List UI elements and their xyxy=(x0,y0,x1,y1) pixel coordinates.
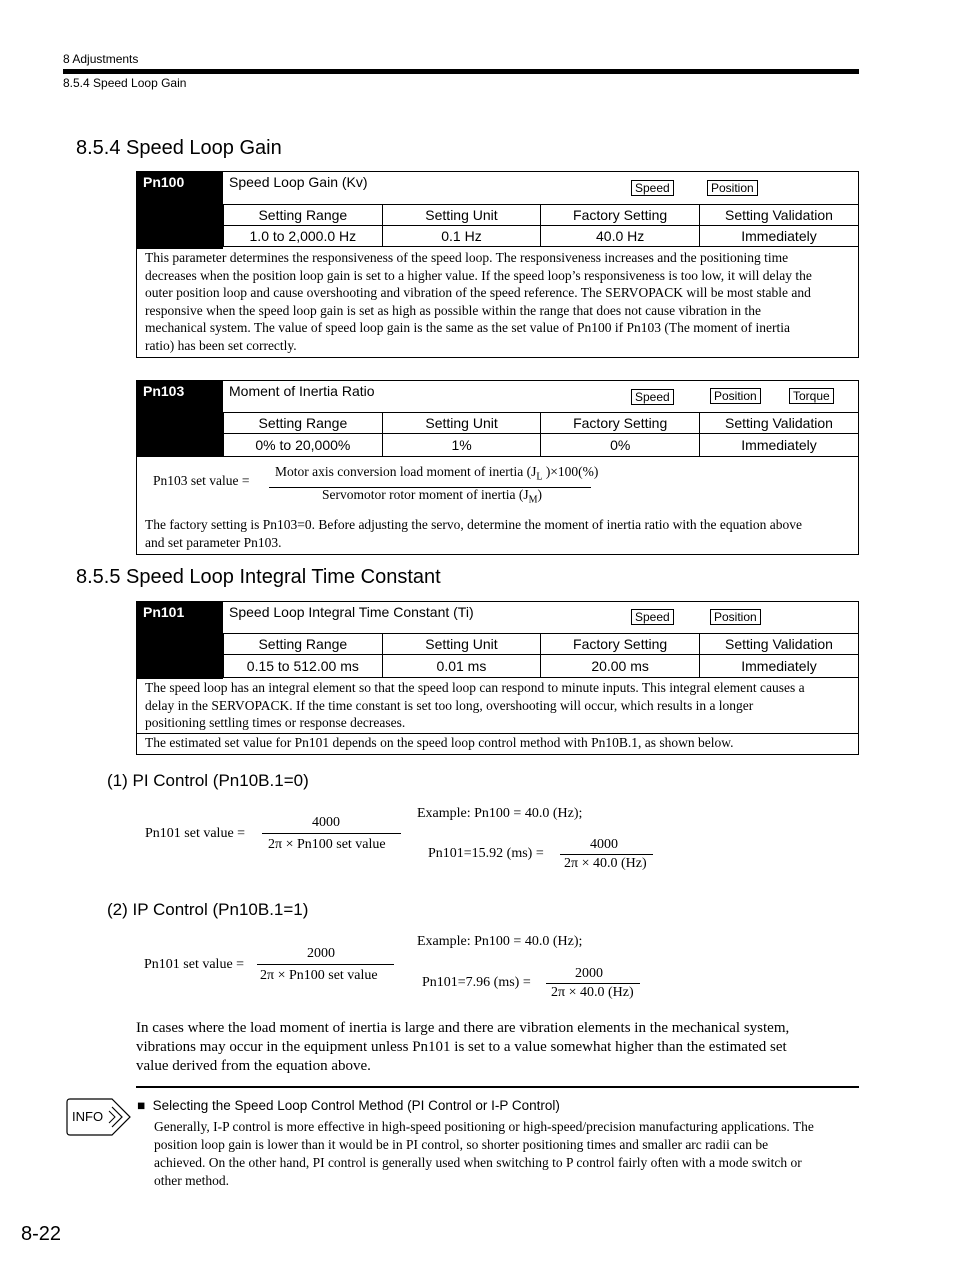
fraction-bar xyxy=(546,983,640,984)
eq-text: )×100(%) xyxy=(542,464,599,479)
cell-validation: Immediately xyxy=(700,434,859,457)
section-title-854: 8.5.4 Speed Loop Gain xyxy=(76,137,282,159)
cell-range: 0% to 20,000% xyxy=(224,434,383,457)
desc-line: positioning settling times or response decreases. xyxy=(145,715,406,731)
param-table xyxy=(223,204,858,247)
param-name: Moment of Inertia Ratio xyxy=(229,383,375,399)
info-title-text: Selecting the Speed Loop Control Method (PI Control or I-P Control) xyxy=(152,1098,560,1113)
desc-line: mechanical system. The value of speed loop gain is the same as the set value of Pn100 if Pn103 (The moment of inertia xyxy=(145,320,790,336)
tag-position: Position xyxy=(710,388,761,404)
info-body xyxy=(154,1118,859,1190)
info-badge xyxy=(66,1098,132,1136)
cell-factory: 40.0 Hz xyxy=(541,226,700,247)
eq-text: ) xyxy=(537,487,542,502)
eq-text: Servomotor rotor moment of inertia (J xyxy=(322,487,529,502)
tag-torque: Torque xyxy=(789,388,834,404)
pi-example-numerator: 4000 xyxy=(590,837,618,852)
pi-eq-numerator: 4000 xyxy=(312,815,340,830)
param-code: Pn100 xyxy=(137,172,223,249)
ip-example-denominator: 2π × 40.0 (Hz) xyxy=(551,985,634,1000)
col-header-factory: Factory Setting xyxy=(541,413,700,434)
tag-speed: Speed xyxy=(631,180,674,196)
section-title-855: 8.5.5 Speed Loop Integral Time Constant xyxy=(76,566,441,588)
info-line: Generally, I-P control is more effective in high-speed positioning or high-speed/precision manufacturing applications. The xyxy=(154,1119,814,1134)
ip-eq-denominator: 2π × Pn100 set value xyxy=(260,968,378,983)
col-header-unit: Setting Unit xyxy=(382,205,541,226)
cell-range: 0.15 to 512.00 ms xyxy=(224,655,383,678)
param-description xyxy=(145,679,850,732)
desc-line: delay in the SERVOPACK. If the time constant is set too long, overshooting will occur, which results in a longer xyxy=(145,697,754,713)
pn103-eq-numerator xyxy=(275,464,598,483)
info-line: achieved. On the other hand, PI control is generally used when switching to P control fairly often with a mode switch or xyxy=(154,1155,802,1170)
param-box-pn101 xyxy=(136,601,859,755)
pn103-eq-label: Pn103 set value = xyxy=(153,473,250,488)
tag-position: Position xyxy=(707,180,758,196)
col-header-unit: Setting Unit xyxy=(382,634,541,655)
cell-factory: 20.00 ms xyxy=(541,655,700,678)
param-code: Pn103 xyxy=(137,381,223,457)
pi-example-denominator: 2π × 40.0 (Hz) xyxy=(564,856,647,871)
param-code: Pn101 xyxy=(137,602,223,679)
cell-validation: Immediately xyxy=(699,226,858,247)
info-line: position loop gain is lower than it would be in PI control, so shorter positioning times and smaller arc radii can be xyxy=(154,1137,769,1152)
paragraph-line: vibrations may occur in the equipment unless Pn101 is set to a value somewhat higher than the estimated set xyxy=(136,1039,787,1055)
param-table xyxy=(223,412,858,457)
tag-speed: Speed xyxy=(631,609,674,625)
col-header-validation: Setting Validation xyxy=(699,205,858,226)
desc-line: ratio) has been set correctly. xyxy=(145,337,297,353)
pi-control-title: (1) PI Control (Pn10B.1=0) xyxy=(107,771,309,790)
param-name: Speed Loop Gain (Kv) xyxy=(229,174,368,190)
eq-subscript: L xyxy=(536,471,543,483)
param-box-pn103 xyxy=(136,380,859,555)
param-description xyxy=(145,516,850,551)
param-description-last: The estimated set value for Pn101 depends on the speed loop control method with Pn10B.1, as shown below. xyxy=(145,735,734,750)
eq-text: Motor axis conversion load moment of inertia (J xyxy=(275,464,537,479)
cell-unit: 0.01 ms xyxy=(382,655,541,678)
desc-line: responsive when the speed loop gain is set as high as possible within the range that does not cause vibration in the xyxy=(145,302,761,318)
cell-factory: 0% xyxy=(541,434,700,457)
ip-example-label: Example: Pn100 = 40.0 (Hz); xyxy=(417,934,583,949)
chapter-header: 8 Adjustments xyxy=(63,52,139,66)
header-rule xyxy=(63,69,859,74)
info-line: other method. xyxy=(154,1173,229,1188)
param-box-pn100 xyxy=(136,171,859,358)
ip-eq-label: Pn101 set value = xyxy=(144,957,245,972)
ip-example-eq-label: Pn101=7.96 (ms) = xyxy=(422,975,531,990)
param-name: Speed Loop Integral Time Constant (Ti) xyxy=(229,604,474,620)
tag-position: Position xyxy=(710,609,761,625)
col-header-range: Setting Range xyxy=(224,205,383,226)
ip-example-numerator: 2000 xyxy=(575,966,603,981)
col-header-range: Setting Range xyxy=(224,634,383,655)
fraction-bar xyxy=(262,833,401,834)
ip-eq-numerator: 2000 xyxy=(307,946,335,961)
fraction-bar xyxy=(257,964,394,965)
col-header-unit: Setting Unit xyxy=(382,413,541,434)
cell-range: 1.0 to 2,000.0 Hz xyxy=(224,226,383,247)
ip-control-title: (2) IP Control (Pn10B.1=1) xyxy=(107,900,309,919)
paragraph-line: value derived from the equation above. xyxy=(136,1058,371,1074)
desc-line: The speed loop has an integral element so that the speed loop can respond to minute inputs. This integral element causes a xyxy=(145,680,805,695)
section-header: 8.5.4 Speed Loop Gain xyxy=(63,76,187,90)
paragraph-line: In cases where the load moment of inertia is large and there are vibration elements in the mechanical system, xyxy=(136,1020,790,1036)
desc-line: decreases when the position loop gain is set to a higher value. If the speed loop’s responsiveness is too low, it will delay the xyxy=(145,267,812,283)
cell-unit: 0.1 Hz xyxy=(382,226,541,247)
param-description xyxy=(145,249,850,355)
tag-speed: Speed xyxy=(631,389,674,405)
desc-line: This parameter determines the responsiveness of the speed loop. The responsiveness increases and the positioning time xyxy=(145,250,789,265)
col-header-validation: Setting Validation xyxy=(699,634,858,655)
fraction-bar xyxy=(560,854,653,855)
bullet-square-icon: ■ xyxy=(137,1098,146,1113)
pi-eq-denominator: 2π × Pn100 set value xyxy=(268,837,386,852)
cell-unit: 1% xyxy=(382,434,541,457)
desc-line: and set parameter Pn103. xyxy=(145,534,282,550)
pi-eq-label: Pn101 set value = xyxy=(145,826,246,841)
desc-line: The factory setting is Pn103=0. Before adjusting the servo, determine the moment of inertia ratio with the equation above xyxy=(145,517,802,532)
note-paragraph xyxy=(136,1019,859,1076)
pi-example-eq-label: Pn101=15.92 (ms) = xyxy=(428,846,544,861)
cell-validation: Immediately xyxy=(699,655,858,678)
col-header-range: Setting Range xyxy=(224,413,383,434)
pn103-eq-denominator xyxy=(322,487,542,506)
pi-example-label: Example: Pn100 = 40.0 (Hz); xyxy=(417,806,583,821)
col-header-factory: Factory Setting xyxy=(541,634,700,655)
eq-subscript: M xyxy=(528,494,538,506)
col-header-factory: Factory Setting xyxy=(541,205,700,226)
info-title xyxy=(137,1098,560,1113)
page-number: 8-22 xyxy=(21,1223,62,1245)
info-rule xyxy=(136,1086,859,1088)
col-header-validation: Setting Validation xyxy=(700,413,859,434)
info-label: INFO xyxy=(72,1109,104,1124)
desc-line: outer position loop and cause overshooting and vibration of the speed reference. The SERVOPACK will be most stable and xyxy=(145,285,811,301)
param-table xyxy=(223,633,858,678)
